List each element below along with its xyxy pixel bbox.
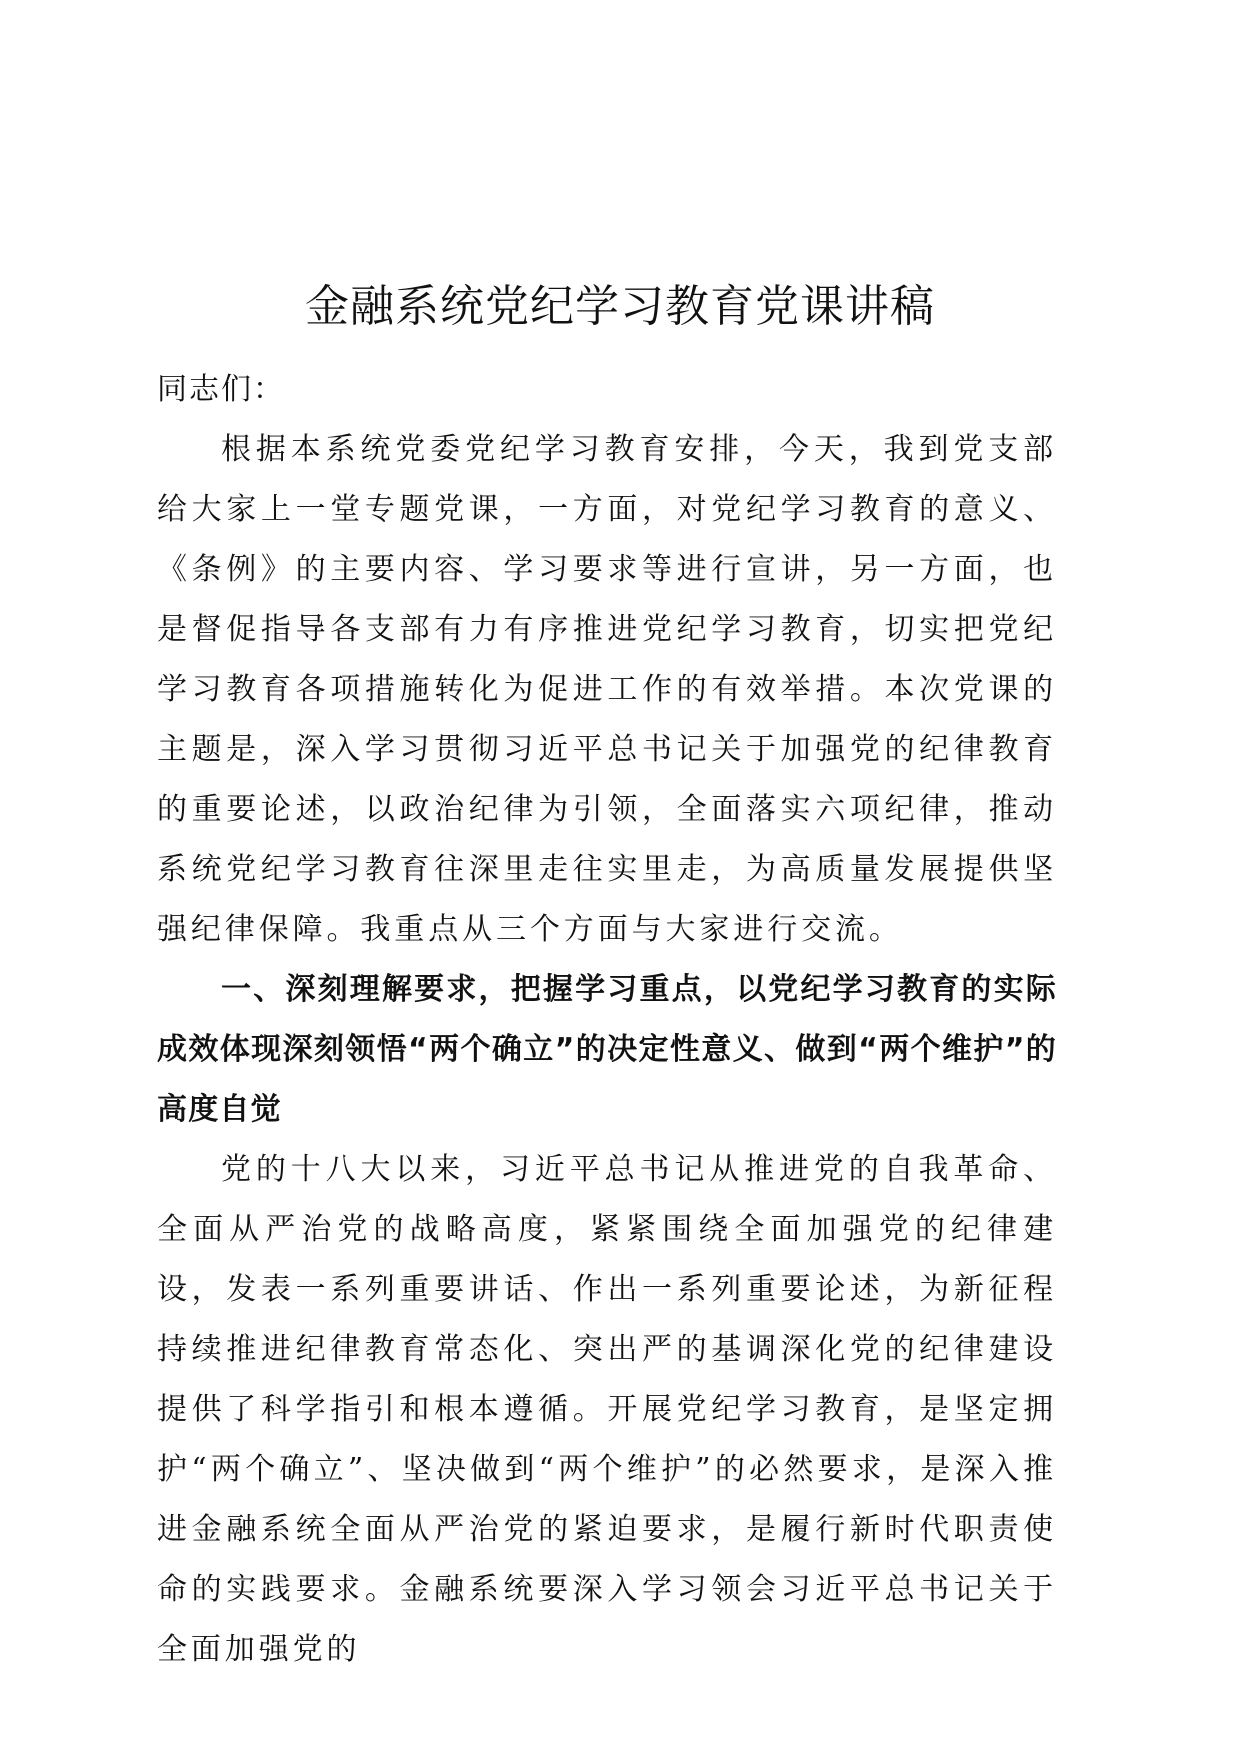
document-body: [157, 360, 1057, 1680]
section-heading-1: 一、深刻理解要求，把握学习重点，以党纪学习教育的实际成效体现深刻领悟“两个确立”的决定性意义、做到“两个维护”的高度自觉: [157, 972, 1057, 1127]
section-1-paragraph: 党的十八大以来，习近平总书记从推进党的自我革命、全面从严治党的战略高度，紧紧围绕全面加强党的纪律建设，发表一系列重要讲话、作出一系列重要论述，为新征程持续推进纪律教育常态化、突出严的基调深化党的纪律建设提供了科学指引和根本遵循。开展党纪学习教育，是坚定拥护“两个确立”、坚决做到“两个维护”的必然要求，是深入推进金融系统全面从严治党的紧迫要求，是履行新时代职责使命的实践要求。金融系统要深入学习领会习近平总书记关于全面加强党的: [157, 1152, 1057, 1667]
salutation: 同志们：: [157, 372, 285, 407]
document-title: 金融系统党纪学习教育党课讲稿: [305, 281, 935, 333]
intro-paragraph: 根据本系统党委党纪学习教育安排，今天，我到党支部给大家上一堂专题党课，一方面，对党纪学习教育的意义、《条例》的主要内容、学习要求等进行宣讲，另一方面，也是督促指导各支部有力有序推进党纪学习教育，切实把党纪学习教育各项措施转化为促进工作的有效举措。本次党课的主题是，深入学习贯彻习近平总书记关于加强党的纪律教育的重要论述，以政治纪律为引领，全面落实六项纪律，推动系统党纪学习教育往深里走往实里走，为高质量发展提供坚强纪律保障。我重点从三个方面与大家进行交流。: [157, 432, 1057, 947]
